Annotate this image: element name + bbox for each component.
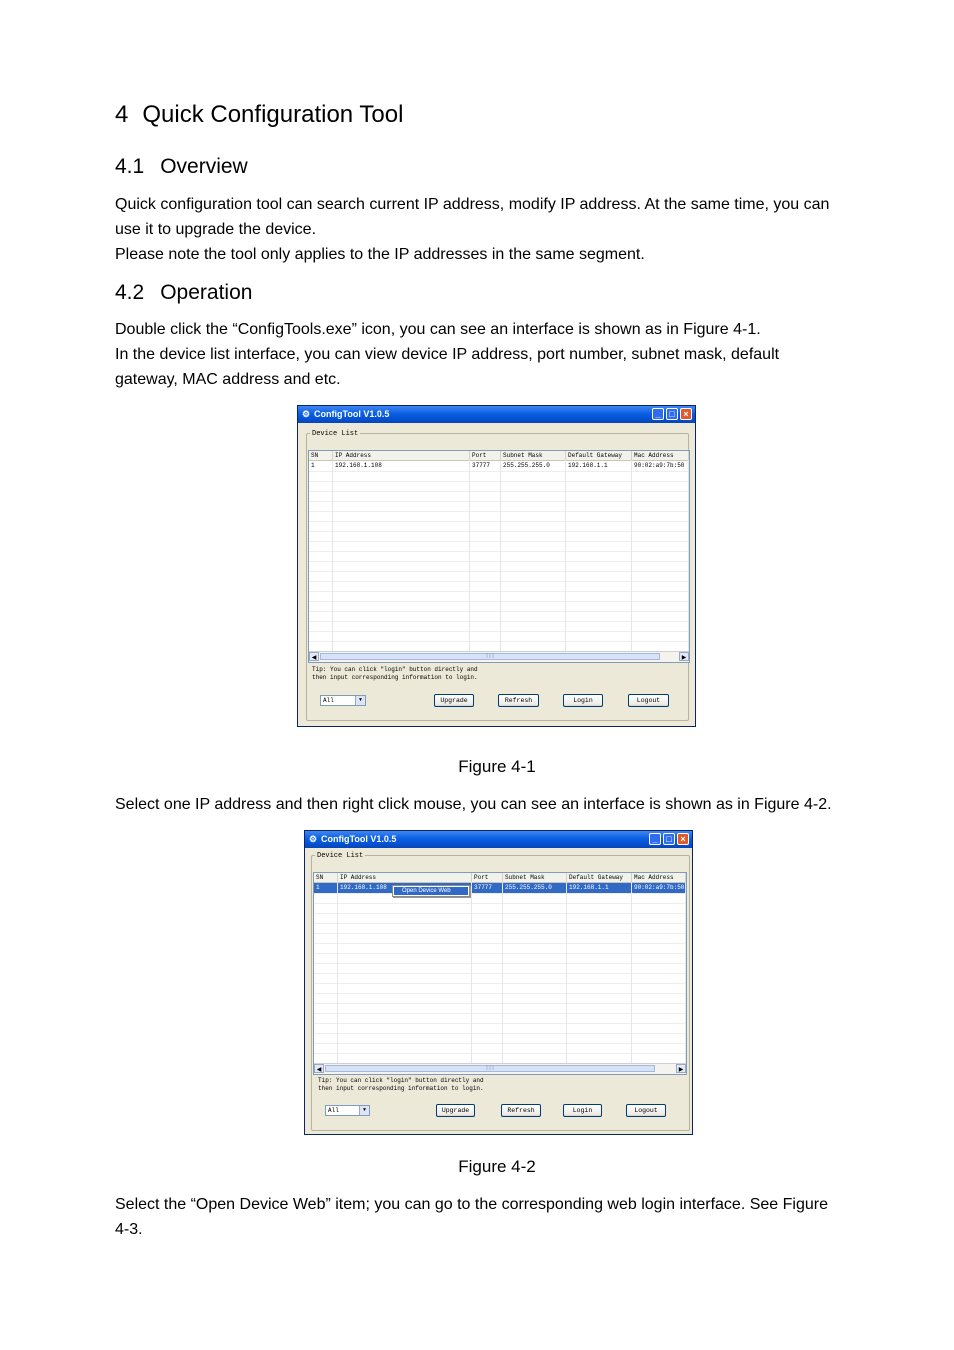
scroll-left-icon[interactable]: ◀ — [309, 652, 319, 661]
col-subnet-mask[interactable]: Subnet Mask — [501, 451, 566, 460]
row-gridline — [309, 631, 689, 632]
operation-paragraph-line-3: gateway, MAC address and etc. — [115, 371, 341, 388]
column-gridline — [332, 460, 333, 651]
cell-default-gateway: 192.168.1.1 — [568, 462, 608, 469]
overview-paragraph-line-2: use it to upgrade the device. — [115, 221, 317, 238]
chevron-down-icon[interactable]: ▼ — [355, 696, 365, 705]
column-gridline — [631, 882, 632, 1063]
close-icon[interactable]: × — [677, 833, 689, 845]
operation-paragraph-line-2: In the device list interface, you can view device IP address, port number, subnet mask, default — [115, 346, 780, 363]
device-list-table[interactable] — [313, 872, 687, 1075]
filter-select[interactable] — [325, 1105, 370, 1116]
cell-subnet-mask: 255.255.255.0 — [503, 462, 550, 469]
chevron-down-icon[interactable]: ▼ — [359, 1106, 369, 1115]
refresh-button[interactable]: Refresh — [501, 1104, 541, 1117]
overview-paragraph-line-1: Quick configuration tool can search current IP address, modify IP address. At the same time, you can — [115, 196, 830, 213]
chapter-number: 4 — [115, 101, 129, 128]
figure-caption-1: Figure 4-1 — [458, 757, 536, 776]
section-operation-heading — [115, 281, 252, 305]
row-gridline — [309, 551, 689, 552]
column-gridline — [500, 460, 501, 651]
row-gridline — [309, 541, 689, 542]
tip-text — [318, 1077, 484, 1093]
window-titlebar[interactable] — [305, 831, 692, 848]
scroll-left-icon[interactable]: ◀ — [314, 1064, 324, 1073]
login-button[interactable]: Login — [563, 1104, 602, 1117]
tip-line-1: Tip: You can click "login" button directly and — [318, 1077, 484, 1084]
cell-ip-address: 192.168.1.108 — [335, 462, 382, 469]
horizontal-scrollbar[interactable] — [309, 651, 689, 662]
column-gridline — [631, 460, 632, 651]
row-gridline — [309, 481, 689, 482]
upgrade-button[interactable]: Upgrade — [434, 694, 474, 707]
horizontal-scrollbar[interactable] — [314, 1063, 686, 1074]
upgrade-button[interactable]: Upgrade — [436, 1104, 475, 1117]
row-gridline — [309, 511, 689, 512]
network-icon: ⚙ — [302, 409, 311, 419]
overview-paragraph-line-3: Please note the tool only applies to the IP addresses in the same segment. — [115, 246, 645, 263]
closing-paragraph-line-1: Select the “Open Device Web” item; you can go to the corresponding web login interface. See Figure — [115, 1196, 828, 1213]
tip-text — [312, 666, 478, 682]
column-gridline — [471, 882, 472, 1063]
column-gridline — [565, 460, 566, 651]
device-list-label: Device List — [317, 852, 364, 860]
row-gridline — [309, 591, 689, 592]
table-row[interactable] — [309, 461, 689, 471]
col-default-gateway[interactable]: Default Gateway — [566, 451, 632, 460]
device-list-label: Device List — [312, 430, 359, 438]
tip-line-2: then input corresponding information to login. — [318, 1085, 484, 1092]
col-sn[interactable]: SN — [314, 873, 338, 882]
row-gridline — [309, 581, 689, 582]
cell-port: 37777 — [472, 462, 491, 469]
row-gridline — [309, 561, 689, 562]
col-port[interactable]: Port — [472, 873, 503, 882]
row-gridline — [309, 621, 689, 622]
operation-paragraph-line-1: Double click the “ConfigTools.exe” icon, you can see an interface is shown as in Figure 4-1. — [115, 321, 761, 338]
row-gridline — [309, 471, 689, 472]
configtool-window-figure-1 — [297, 405, 696, 727]
column-gridline — [685, 882, 686, 1063]
row-gridline — [309, 531, 689, 532]
scroll-thumb[interactable]: ||| — [325, 1065, 655, 1072]
cell-port: 37777 — [474, 884, 493, 891]
scroll-right-icon[interactable]: ▶ — [679, 652, 689, 661]
cell-sn: 1 — [311, 462, 315, 469]
cell-mac-address: 90:02:a9:7b:50 — [634, 884, 685, 891]
chapter-title: Quick Configuration Tool — [142, 101, 404, 128]
logout-button[interactable]: Logout — [628, 694, 669, 707]
between-paragraph: Select one IP address and then right click mouse, you can see an interface is shown as in Figure 4-2. — [115, 796, 832, 813]
row-gridline — [309, 571, 689, 572]
logout-button[interactable]: Logout — [626, 1104, 666, 1117]
section-title: Overview — [160, 155, 248, 178]
minimize-icon[interactable]: _ — [652, 408, 664, 420]
maximize-icon[interactable]: □ — [666, 408, 678, 420]
row-gridline — [309, 601, 689, 602]
close-icon[interactable]: × — [680, 408, 692, 420]
device-list-table[interactable] — [308, 450, 690, 663]
row-gridline — [309, 641, 689, 642]
table-header — [309, 451, 689, 461]
cell-ip-address: 192.168.1.108 — [340, 884, 387, 891]
column-gridline — [469, 460, 470, 651]
row-gridline — [309, 501, 689, 502]
cell-mac-address: 90:02:a9:7b:50 — [634, 462, 685, 469]
filter-select[interactable] — [320, 695, 366, 706]
window-title: ConfigTool V1.0.5 — [321, 834, 397, 844]
col-ip-address[interactable]: IP Address — [333, 451, 470, 460]
network-icon: ⚙ — [309, 834, 318, 844]
chapter-heading — [115, 101, 403, 129]
row-gridline — [309, 611, 689, 612]
col-mac-address[interactable]: Mac Address — [632, 873, 686, 882]
row-gridline — [309, 491, 689, 492]
scroll-right-icon[interactable]: ▶ — [676, 1064, 686, 1073]
col-mac-address[interactable]: Mac Address — [632, 451, 689, 460]
column-gridline — [566, 882, 567, 1063]
col-subnet-mask[interactable]: Subnet Mask — [503, 873, 567, 882]
tip-line-2: then input corresponding information to login. — [312, 674, 478, 681]
login-button[interactable]: Login — [563, 694, 603, 707]
maximize-icon[interactable]: □ — [663, 833, 675, 845]
figure-caption-2: Figure 4-2 — [458, 1157, 536, 1176]
cell-sn: 1 — [316, 884, 320, 891]
column-gridline — [502, 882, 503, 1063]
cell-subnet-mask: 255.255.255.0 — [505, 884, 552, 891]
section-number: 4.1 — [115, 155, 145, 178]
filter-value: All — [323, 697, 334, 704]
refresh-button[interactable]: Refresh — [498, 694, 539, 707]
section-number: 4.2 — [115, 281, 145, 304]
window-titlebar[interactable] — [298, 406, 695, 423]
configtool-window-figure-2 — [304, 830, 693, 1135]
cell-default-gateway: 192.168.1.1 — [569, 884, 609, 891]
closing-paragraph-line-2: 4-3. — [115, 1221, 143, 1238]
col-port[interactable]: Port — [470, 451, 501, 460]
minimize-icon[interactable]: _ — [649, 833, 661, 845]
col-ip-address[interactable]: IP Address — [338, 873, 472, 882]
section-overview-heading — [115, 155, 248, 179]
tip-line-1: Tip: You can click "login" button directly and — [312, 666, 478, 673]
column-gridline — [688, 460, 689, 651]
column-gridline — [337, 882, 338, 1063]
scroll-thumb[interactable]: ||| — [320, 653, 660, 660]
window-title: ConfigTool V1.0.5 — [314, 409, 390, 419]
col-sn[interactable]: SN — [309, 451, 333, 460]
row-gridline — [309, 521, 689, 522]
section-title: Operation — [160, 281, 253, 304]
col-default-gateway[interactable]: Default Gateway — [567, 873, 632, 882]
context-item-open-device-web[interactable]: Open Device Web — [394, 887, 468, 895]
context-menu — [392, 885, 470, 897]
filter-value: All — [328, 1107, 339, 1114]
